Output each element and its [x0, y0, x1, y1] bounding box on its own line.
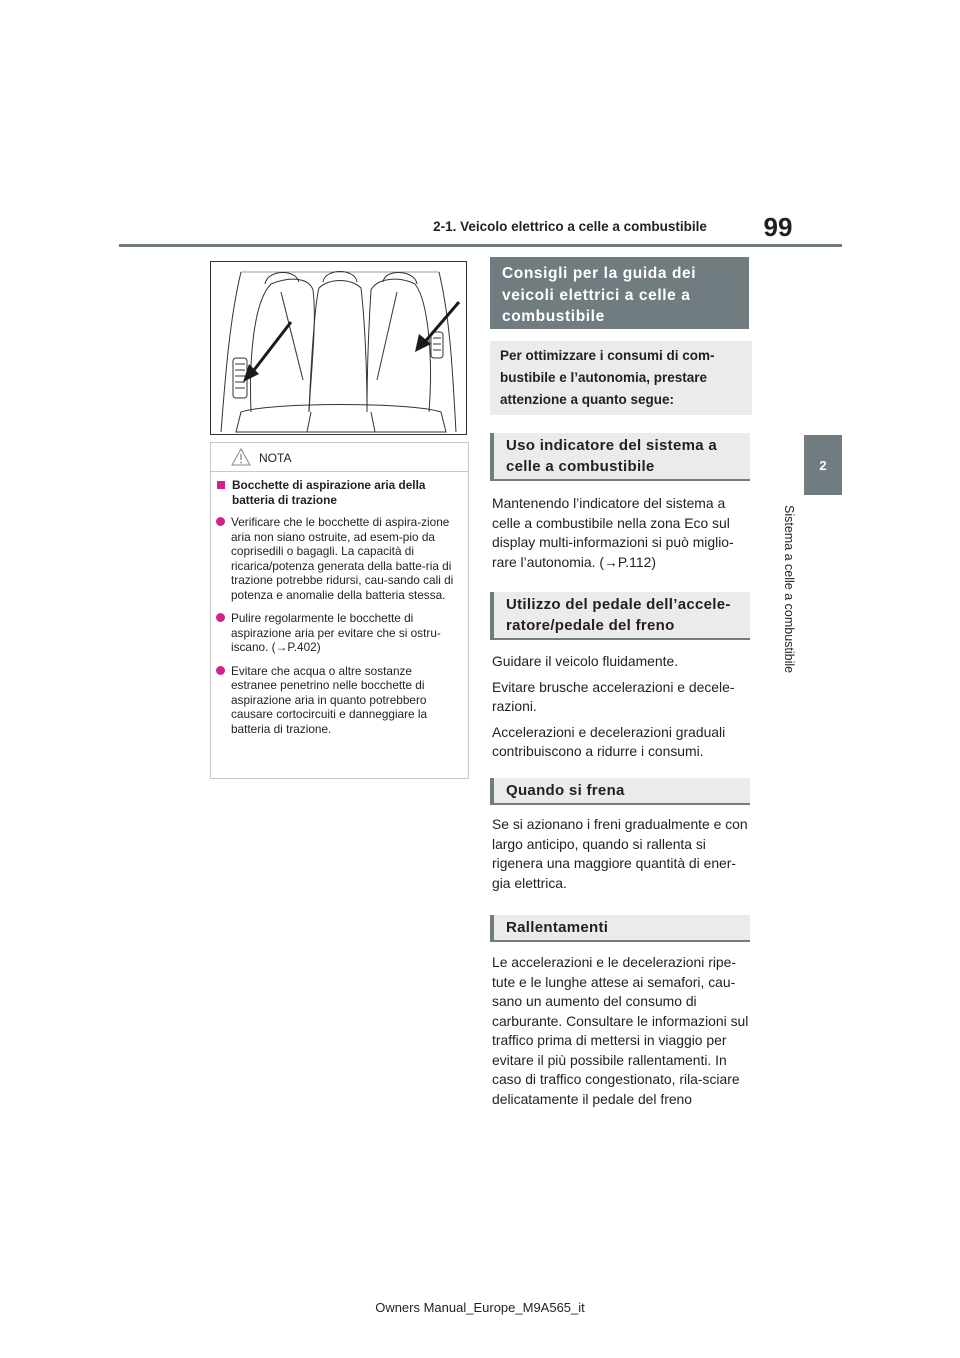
nota-bullet-text: Verificare che le bocchette di aspira-zione aria non siano ostruite, ad esem-pio da coprisedili o bagagli. La capacità di ricarica/potenza generata della batte-ria di trazione potrebbe ridursi, cau-sando cali di potenza e anomalie della batteria stessa. — [231, 515, 454, 602]
nota-label: NOTA — [259, 451, 292, 465]
footer-text: Owners Manual_Europe_M9A565_it — [375, 1300, 585, 1315]
paragraph: Guidare il veicolo fluidamente. — [492, 653, 679, 669]
chapter-number: 2 — [819, 457, 827, 473]
chapter-tab[interactable] — [804, 435, 842, 495]
page-number: 99 — [763, 212, 793, 242]
nota-bullet — [215, 611, 458, 655]
nota-bullet — [215, 515, 458, 602]
nota-header — [211, 443, 468, 472]
circle-bullet-icon — [216, 613, 225, 622]
tips-intro: Per ottimizzare i consumi di com-bustibile e l’autonomia, prestare attenzione a quanto segue: — [490, 341, 752, 415]
tips-heading: Consigli per la guida dei veicoli elettrici a celle a combustibile — [490, 257, 749, 329]
nota-subheading-text: Bocchette di aspirazione aria della batteria di trazione — [232, 478, 426, 507]
section-body — [492, 815, 752, 899]
nota-bullet — [215, 664, 458, 737]
section-heading: Uso indicatore del sistema a celle a combustibile — [490, 433, 750, 481]
nota-bullet-text: Evitare che acqua o altre sostanze estranee penetrino nelle bocchette di aspirazione aria in quanto potrebbero causare cortocircuiti e danneggiare la batteria di trazione. — [231, 663, 428, 736]
section-body — [492, 652, 752, 768]
paragraph: Le accelerazioni e le decelerazioni ripe-tute e le lunghe attese ai semafori, cau-sano un aumento del consumo di carburante. Consultare le informazioni sul traffico prima di mettersi in viaggio per evitare il più possibile rallentamenti. In caso di traffico congestionato, rila-sciare delicatamente il pedale del freno — [492, 954, 749, 1107]
paragraph: Evitare brusche accelerazioni e decele-razioni. — [492, 678, 735, 714]
paragraph: Mantenendo l’indicatore del sistema a celle a combustibile nella zona Eco sul display multi-informazioni si può miglio-rare l’autonomia. (→P.112) — [492, 495, 734, 570]
rear-seat-drawing — [211, 262, 466, 434]
chapter-side-label — [782, 505, 805, 695]
nota-bullet-text: Pulire regolarmente le bocchette di aspirazione aria per evitare che si ostru-iscano. (→P.402) — [231, 611, 441, 654]
square-bullet-icon — [217, 481, 225, 489]
section-body — [492, 494, 752, 578]
section-body — [492, 953, 752, 1115]
nota-subheading — [215, 478, 458, 507]
warning-triangle-icon — [231, 448, 251, 471]
chapter-title: Sistema a celle a combustibile — [782, 505, 796, 674]
paragraph: Se si azionano i freni gradualmente e con largo anticipo, quando si rallenta si rigenera una maggiore quantità di ener-gia elettrica. — [492, 816, 748, 891]
circle-bullet-icon — [216, 666, 225, 675]
nota-box — [210, 442, 469, 779]
section-title: 2-1. Veicolo elettrico a celle a combustibile — [433, 219, 707, 234]
circle-bullet-icon — [216, 517, 225, 526]
header-divider — [119, 244, 842, 247]
section-heading: Utilizzo del pedale dell’accele-ratore/pedale del freno — [490, 592, 750, 640]
section-heading: Quando si frena — [490, 778, 750, 805]
rear-seat-illustration — [210, 261, 467, 435]
section-heading: Rallentamenti — [490, 915, 750, 942]
paragraph: Accelerazioni e decelerazioni graduali contribuiscono a ridurre i consumi. — [492, 723, 726, 759]
nota-body — [211, 472, 468, 736]
